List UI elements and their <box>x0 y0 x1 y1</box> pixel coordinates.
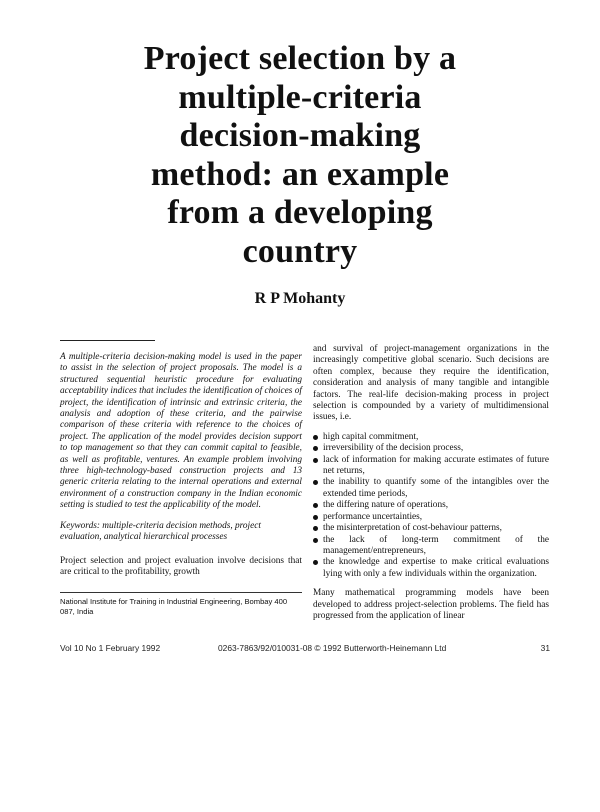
abstract: A multiple-criteria decision-making model is used in the paper to assist in the selection of project proposals. The model is a structured sequential heuristic procedure for evaluating acceptability indices that includes the identification of choices of project, the identification of intrinsic and extrinsic criteria, the analysis and adoption of these criteria, and the pairwise comparison of these criteria with reference to the choices of project. The application of the model provides decision support to top management so that they can commit capital to feasible, as well as profitable, ventures. An example problem involving three high-technology-based construction projects and 13 generic criteria relating to the internal operations and external environment of a construction company in the Indian economic setting is studied to test the applicability of the model. <box>60 352 302 511</box>
abstract-divider <box>60 340 155 341</box>
keywords: Keywords: multiple-criteria decision methods, project evaluation, analytical hierarchical processes <box>60 520 261 543</box>
bullet-icon <box>313 515 318 520</box>
list-item-text: the knowledge and expertise to make critical evaluations lying with only a few individuals within the organization. <box>323 557 549 579</box>
title-line: decision-making <box>179 117 421 154</box>
bullet-icon <box>313 446 318 451</box>
list-item-text: the lack of long-term commitment of the management/entrepreneurs, <box>323 534 549 556</box>
list-item <box>313 500 549 511</box>
bullet-icon <box>313 503 318 508</box>
article-title <box>100 40 500 271</box>
list-item <box>313 432 549 443</box>
title-line: method: an example <box>150 155 450 193</box>
bullet-icon <box>313 458 318 463</box>
list-item-text: the differing nature of operations, <box>323 500 449 511</box>
bullet-icon <box>313 480 318 485</box>
bullet-icon <box>313 538 318 543</box>
title-line: multiple-criteria <box>178 78 422 116</box>
list-item-text: the misinterpretation of cost-behaviour patterns, <box>323 523 502 534</box>
left-column <box>60 352 302 578</box>
list-item-text: high capital commitment, <box>323 431 419 442</box>
right-column <box>313 344 549 630</box>
title-line: from a developing <box>167 194 433 231</box>
list-item-text: performance uncertainties, <box>323 511 423 522</box>
list-item <box>313 535 549 558</box>
list-item <box>313 443 549 454</box>
bullet-icon <box>313 560 318 565</box>
list-item <box>313 455 549 478</box>
list-item <box>313 557 549 580</box>
list-item <box>313 523 549 534</box>
issues-list <box>313 432 549 580</box>
right-intro-text: and survival of project-management organizations in the increasingly competitive global scenario. Such decisions are often complex, because they require the identification, consideration and analysis of many tangible and intangible factors. The real-life decision-making process in project selection is compounded by a variety of multidimensional issues, i.e. <box>313 344 549 423</box>
page-number: 31 <box>540 643 550 653</box>
list-item-text: lack of information for making accurate estimates of future net returns, <box>323 454 549 477</box>
title-line: country <box>242 232 358 270</box>
author-affiliation: National Institute for Training in Industrial Engineering, Bombay 400 087, India <box>60 597 288 616</box>
bullet-icon <box>313 435 318 440</box>
list-item <box>313 477 549 500</box>
page-footer <box>60 643 550 657</box>
list-item-text: irreversibility of the decision process, <box>323 443 464 454</box>
journal-issue: Vol 10 No 1 February 1992 <box>60 643 161 653</box>
bullet-icon <box>313 526 318 531</box>
left-body-text: Project selection and project evaluation involve decisions that are critical to the profitability, growth <box>60 555 302 577</box>
list-item-text: the inability to quantify some of the intangibles over the extended time periods, <box>323 477 549 499</box>
title-line: Project selection by a <box>143 40 457 77</box>
copyright-line: 0263-7863/92/010031-08 © 1992 Butterworth-Heinemann Ltd <box>218 643 447 653</box>
list-item <box>313 512 549 523</box>
right-body-text: Many mathematical programming models have been developed to address project-selection problems. The field has progressed from the application of linear <box>313 588 549 621</box>
author-name: R P Mohanty <box>254 290 346 307</box>
affiliation-divider <box>60 592 302 593</box>
